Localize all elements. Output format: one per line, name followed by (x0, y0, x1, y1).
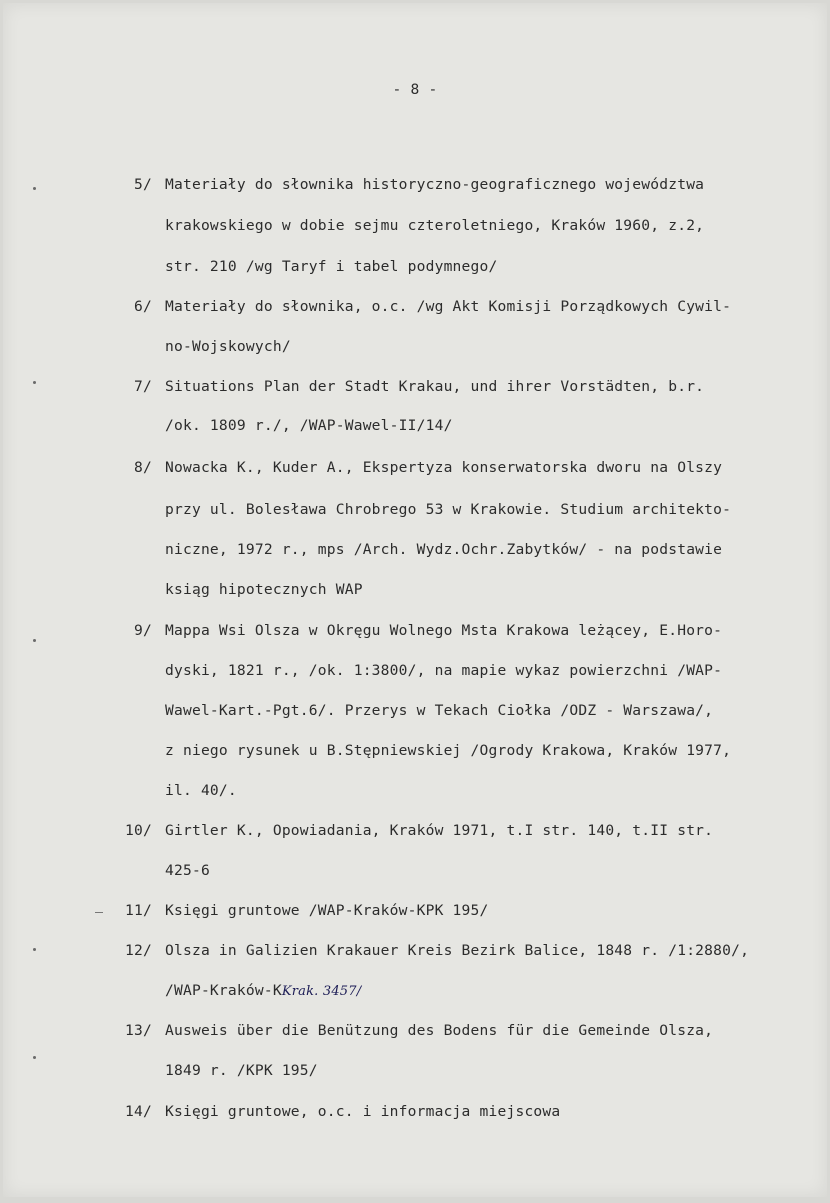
footnote-line: Olsza in Galizien Krakauer Kreis Bezirk Balice, 1848 r. /1:2880/, (165, 942, 750, 959)
footnote-number: 13/ (125, 1022, 152, 1039)
footnote-line: /ok. 1809 r./, /WAP-Wawel-II/14/ (165, 417, 453, 434)
margin-dot (33, 1056, 36, 1059)
footnote-line (165, 982, 361, 999)
footnote-number: 5/ (134, 176, 152, 193)
footnote-line: Situations Plan der Stadt Krakau, und ihrer Vorstädten, b.r. (165, 378, 705, 395)
handwritten-annotation: Krak. 3457/ (281, 984, 362, 999)
margin-dot (33, 187, 36, 190)
footnote-line: Nowacka K., Kuder A., Ekspertyza konserwatorska dworu na Olszy (165, 459, 723, 476)
footnote-number: 12/ (125, 942, 152, 959)
footnote-line: Księgi gruntowe /WAP-Kraków-KPK 195/ (165, 902, 489, 919)
footnote-number: 10/ (125, 822, 152, 839)
footnote-number: 11/ (125, 902, 152, 919)
footnote-line: Materiały do słownika, o.c. /wg Akt Komisji Porządkowych Cywil- (165, 298, 732, 315)
footnote-line: ksiąg hipotecznych WAP (165, 581, 363, 598)
footnote-line: il. 40/. (165, 782, 237, 799)
footnote-line: przy ul. Bolesława Chrobrego 53 w Krakowie. Studium architekto- (165, 501, 732, 518)
margin-dot (33, 639, 36, 642)
footnote-number: 8/ (134, 459, 152, 476)
footnote-line: Księgi gruntowe, o.c. i informacja miejscowa (165, 1103, 561, 1120)
footnote-line: niczne, 1972 r., mps /Arch. Wydz.Ochr.Zabytków/ - na podstawie (165, 541, 723, 558)
margin-dot (33, 948, 36, 951)
footnote-line: Materiały do słownika historyczno-geograficznego województwa (165, 176, 705, 193)
footnote-line: no-Wojskowych/ (165, 338, 291, 355)
footnote-line: 1849 r. /KPK 195/ (165, 1062, 318, 1079)
footnote-line: z niego rysunek u B.Stępniewskiej /Ogrody Krakowa, Kraków 1977, (165, 742, 732, 759)
footnote-line-text: /WAP-Kraków-K (165, 982, 282, 999)
footnote-line: 425-6 (165, 862, 210, 879)
footnote-number: 14/ (125, 1103, 152, 1120)
footnote-line: dyski, 1821 r., /ok. 1:3800/, na mapie wykaz powierzchni /WAP- (165, 662, 723, 679)
footnote-line: Wawel-Kart.-Pgt.6/. Przerys w Tekach Ciołka /ODZ - Warszawa/, (165, 702, 714, 719)
footnote-line: Ausweis über die Benützung des Bodens für die Gemeinde Olsza, (165, 1022, 714, 1039)
footnote-line: krakowskiego w dobie sejmu czteroletniego, Kraków 1960, z.2, (165, 217, 705, 234)
footnote-line: Mappa Wsi Olsza w Okręgu Wolnego Msta Krakowa leżącey, E.Horo- (165, 622, 723, 639)
footnote-number: 6/ (134, 298, 152, 315)
margin-dot (33, 381, 36, 384)
footnote-number: 7/ (134, 378, 152, 395)
footnote-number: 9/ (134, 622, 152, 639)
footnote-line: str. 210 /wg Taryf i tabel podymnego/ (165, 258, 498, 275)
document-page (3, 3, 827, 1197)
page-number: - 8 - (392, 81, 438, 98)
footnote-line: Girtler K., Opowiadania, Kraków 1971, t.I str. 140, t.II str. (165, 822, 714, 839)
